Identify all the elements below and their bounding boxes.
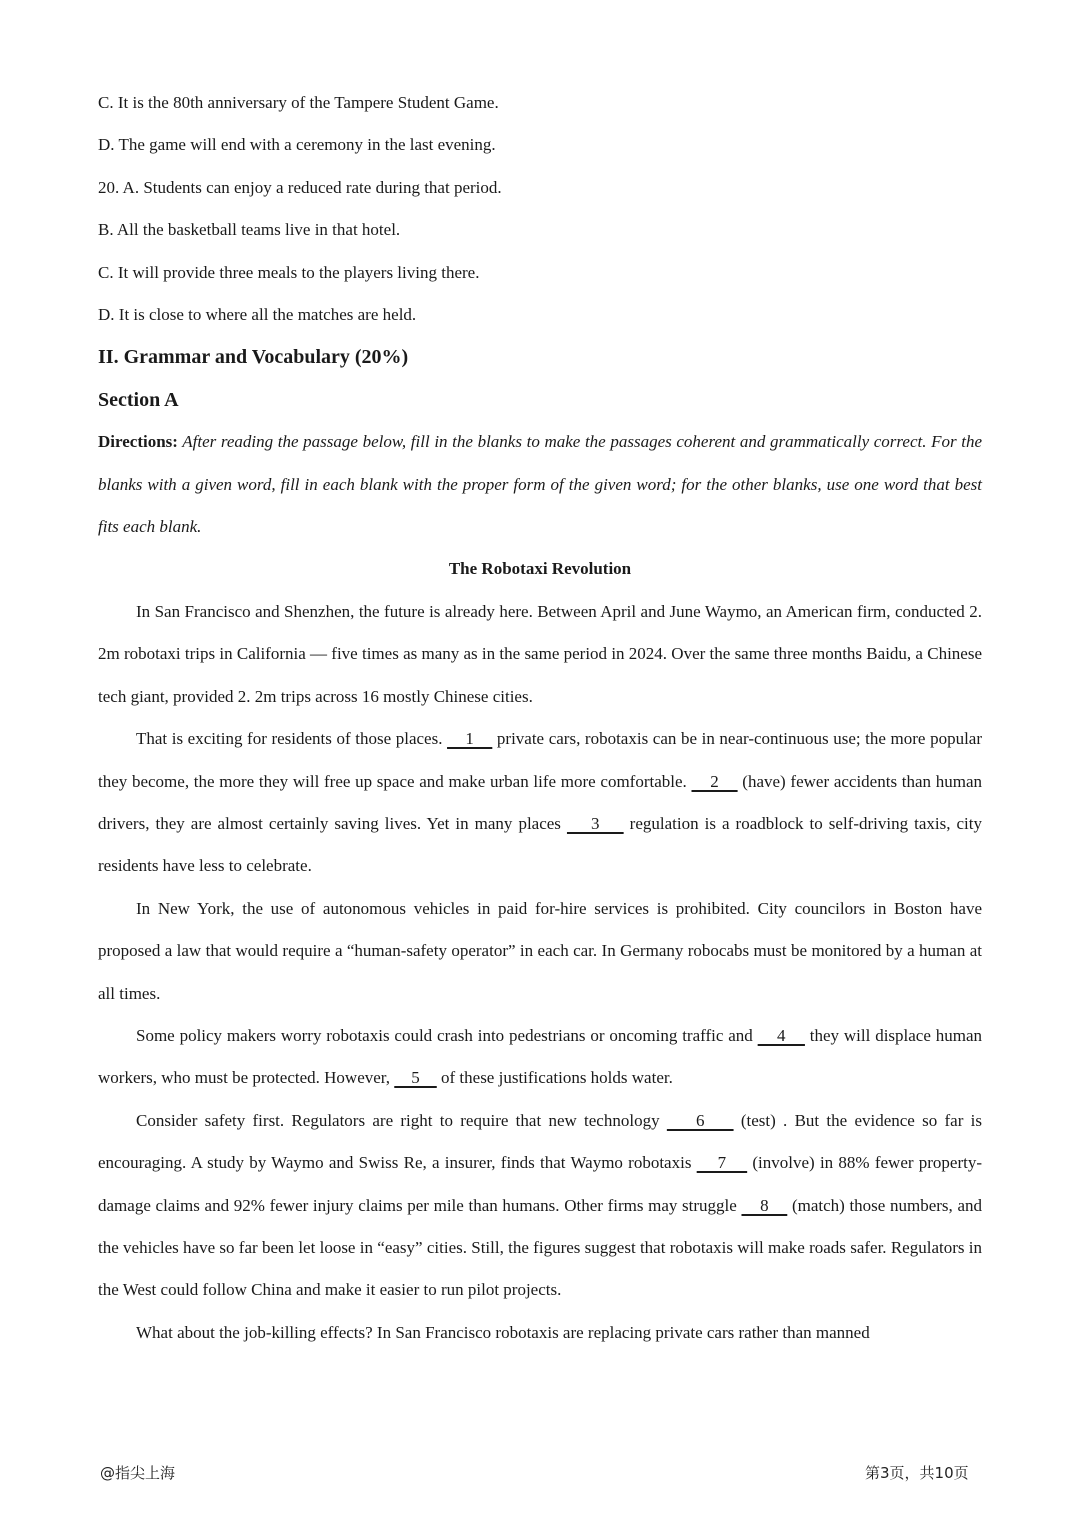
text-run: Some policy makers worry robotaxis could crash into pedestrians or oncoming traffic and	[136, 1025, 758, 1045]
text-run: (test) . But the evidence so far is encouraging. A study by Waymo and Swiss Re, a insurer, finds that Waymo robotaxis	[98, 1110, 982, 1173]
blank-6[interactable]: 6	[666, 1110, 734, 1130]
blank-5[interactable]: 5	[394, 1068, 437, 1088]
directions-label: Directions:	[98, 432, 178, 452]
text-run: they will displace human workers, who must be protected. However,	[98, 1025, 983, 1088]
text-run: Consider safety first. Regulators are right to require that new technology	[136, 1110, 667, 1130]
blank-7[interactable]: 7	[696, 1153, 748, 1173]
option-20-c: C. It will provide three meals to the players living there.	[98, 262, 480, 282]
section-subheading: Section A	[98, 388, 179, 411]
option-20-b: B. All the basketball teams live in that hotel.	[98, 220, 401, 240]
footer-source: @指尖上海	[100, 1464, 176, 1482]
paragraph-6: What about the job-killing effects? In San Francisco robotaxis are replacing private cars rather than manned	[136, 1322, 870, 1342]
directions	[98, 421, 982, 548]
footer-page-number: 第3页，共10页	[865, 1464, 969, 1482]
document-page	[98, 82, 982, 1354]
blank-3[interactable]: 3	[566, 813, 624, 833]
blank-4[interactable]: 4	[757, 1025, 805, 1045]
text-run: regulation is a roadblock to self-driving taxis, city residents have less to celebrate.	[98, 813, 982, 876]
option-20-d: D. It is close to where all the matches are held.	[98, 305, 417, 325]
text-run: private cars, robotaxis can be in near-continuous use; the more popular they become, the more they will free up space and make urban life more comfortable.	[98, 729, 982, 791]
paragraph-3: In New York, the use of autonomous vehicles in paid for-hire services is prohibited. City councilors in Boston have proposed a law that would require a “human-safety operator” in each car. In Germany robocabs must be monitored by a human at all times.	[98, 898, 982, 1003]
text-run: of these justifications holds water.	[436, 1068, 673, 1088]
paragraph-5	[98, 1100, 982, 1312]
text-run: (have) fewer accidents than human drivers, they are almost certainly saving lives. Yet in many places	[98, 771, 982, 833]
option-19-d: D. The game will end with a ceremony in the last evening.	[98, 135, 496, 155]
passage-title: The Robotaxi Revolution	[448, 559, 632, 579]
paragraph-1: In San Francisco and Shenzhen, the future is already here. Between April and June Waymo, an American firm, conducted 2. 2m robotaxi trips in California — five times as many as in the same period in 2024. Over the same three months Baidu, a Chinese tech giant, provided 2. 2m trips across 16 mostly Chinese cities.	[98, 601, 982, 706]
blank-8[interactable]: 8	[741, 1195, 788, 1215]
directions-text: After reading the passage below, fill in the blanks to make the passages coherent and grammatically correct. For the blanks with a given word, fill in each blank with the proper form of the given word; for the other blanks, use one word that best fits each blank.	[98, 432, 982, 537]
blank-2[interactable]: 2	[691, 771, 738, 791]
section-heading: II. Grammar and Vocabulary (20%)	[98, 346, 409, 369]
text-run: That is exciting for residents of those places.	[136, 729, 448, 749]
paragraph-2	[98, 718, 982, 888]
text-run: (match) those numbers, and the vehicles have so far been let loose in “easy” cities. Still, the figures suggest that robotaxis will make roads safer. Regulators in the West could follow China and make it easier to run pilot projects.	[98, 1195, 983, 1300]
blank-1[interactable]: 1	[447, 729, 493, 749]
option-19-c: C. It is the 80th anniversary of the Tampere Student Game.	[98, 93, 499, 112]
paragraph-4	[98, 1015, 982, 1100]
option-20-a: 20. A. Students can enjoy a reduced rate during that period.	[98, 177, 502, 197]
text-run: (involve) in 88% fewer property-damage claims and 92% fewer injury claims per mile than humans. Other firms may struggle	[98, 1153, 983, 1215]
